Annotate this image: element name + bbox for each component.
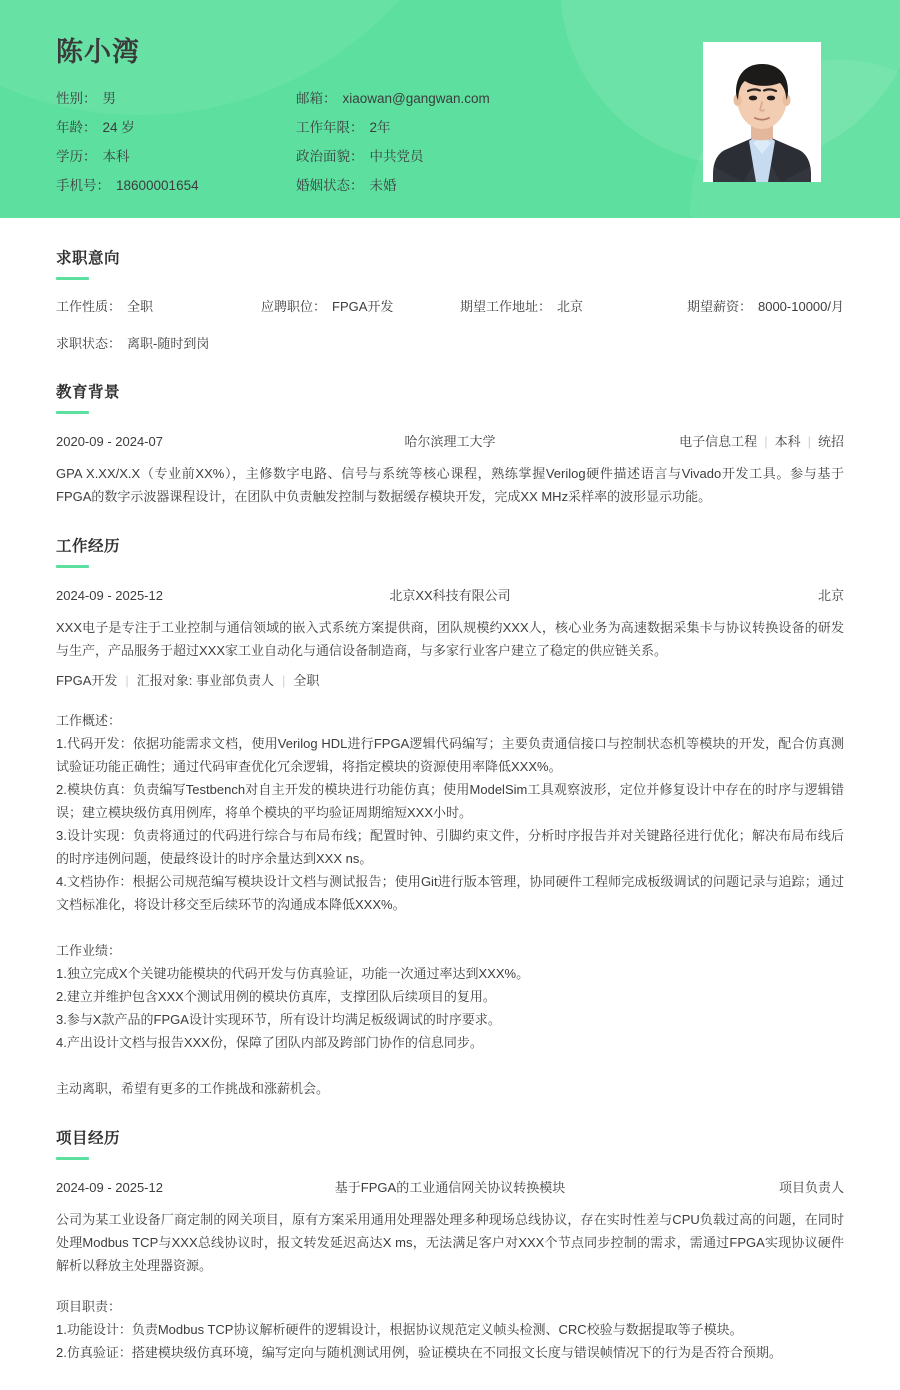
section-education [56,354,844,508]
info-education-value: 本科 [102,149,130,165]
work-tag-role: FPGA开发 [56,673,118,688]
project-duty-item: 2.仿真验证：搭建模块级仿真环境，编写定向与随机测试用例，验证模块在不同报文长度与错误帧情况下的行为是否符合预期。 [56,1345,782,1360]
work-overview-item: 3.设计实现：负责将通过的代码进行综合与布局布线；配置时钟、引脚约束文件，分析时序报告并对关键路径进行优化；解决布局布线后的时序违例问题，使最终设计的时序余量达到XXX ns。 [56,828,844,866]
field-position-value: FPGA开发 [332,299,394,314]
job-intention-row-2 [56,334,844,354]
work-entry-header [56,586,844,605]
work-achievements [56,939,844,1054]
education-admission: 统招 [817,434,844,449]
work-achievement-item: 1.独立完成X个关键功能模块的代码开发与仿真验证，功能一次通过率达到XXX%。 [56,966,530,981]
work-achievement-item: 3.参与X款产品的FPGA设计实现环节，所有设计均满足板级调试的时序要求。 [56,1012,501,1027]
field-position-label: 应聘职位： [261,299,327,314]
field-salary [675,297,844,317]
section-work-experience [56,508,844,1100]
education-degree: 本科 [774,434,801,449]
work-tag-job-type: 全职 [293,673,320,688]
section-title-project-experience: 项目经历 [56,1130,121,1147]
work-achievement-title: 工作业绩： [56,943,122,958]
section-underline [56,1157,89,1160]
section-job-intention [56,218,844,354]
info-marital-status-value: 未婚 [369,178,397,194]
section-project-experience [56,1100,844,1364]
work-achievement-item: 4.产出设计文档与报告XXX份，保障了团队内部及跨部门协作的信息同步。 [56,1035,483,1050]
info-age-value: 24 岁 [102,120,135,136]
info-work-years-value: 2年 [369,120,391,136]
work-tag-report-to: 汇报对象: 事业部负责人 [136,673,275,688]
field-location [460,297,675,317]
field-location-value: 北京 [557,299,584,314]
education-meta [544,432,844,451]
field-salary-value: 8000-10000/月 [757,299,844,314]
portrait-photo-icon [703,42,821,182]
work-overview-title: 工作概述： [56,713,122,728]
info-gender-label: 性别： [56,91,97,107]
section-title-education: 教育背景 [56,384,121,401]
field-job-status-label: 求职状态： [56,336,122,351]
project-duty-title: 项目职责： [56,1299,122,1314]
field-job-type-value: 全职 [127,299,154,314]
work-overview-item: 4.文档协作：根据公司规范编写模块设计文档与测试报告；使用Git进行版本管理，协同硬件工程师完成板级调试的问题记录与追踪；通过文档标准化，将设计移交至后续环节的沟通成本降低XXX%。 [56,874,844,912]
work-overview-item: 1.代码开发：依据功能需求文档，使用Verilog HDL进行FPGA逻辑代码编写；主要负责通信接口与控制状态机等模块的开发，配合仿真测试验证功能正确性；通过代码审查优化冗余逻辑，将指定模块的资源使用率降低XXX%。 [56,736,844,774]
field-salary-label: 期望薪资： [686,299,752,314]
work-date: 2024-09 - 2025-12 [56,588,163,603]
separator-icon: | [282,673,286,688]
project-entry-header [56,1178,844,1197]
education-date: 2020-09 - 2024-07 [56,434,163,449]
section-underline [56,277,89,280]
work-company-intro: XXX电子是专注于工业控制与通信领域的嵌入式系统方案提供商，团队规模约XXX人，核心业务为高速数据采集卡与协议转换设备的研发与生产，产品服务于超过XXX家工业自动化与通信设备制造商，与多家行业客户建立了稳定的供应链关系。 [56,620,844,658]
education-major: 电子信息工程 [679,434,758,449]
candidate-name: 陈小湾 [56,37,140,67]
field-job-status-value: 离职-随时到岗 [127,336,210,351]
work-overview [56,709,844,916]
field-job-status [56,334,209,354]
education-entry-header [56,432,844,451]
info-phone [56,176,296,196]
info-email-label: 邮箱： [296,91,337,107]
info-education-label: 学历： [56,149,97,165]
info-work-years-label: 工作年限： [296,120,364,136]
info-political-status-value: 中共党员 [369,149,424,165]
project-date: 2024-09 - 2025-12 [56,1180,163,1195]
project-background: 公司为某工业设备厂商定制的网关项目，原有方案采用通用处理器处理多种现场总线协议，存在实时性差与CPU负载过高的问题，在同时处理Modbus TCP与XXX总线协议时，报文转发延迟高达X ms，无法满足客户对XXX个节点同步控制的需求，需通过FPGA实现协议硬件解析以释放主处理器资源。 [56,1212,844,1273]
info-phone-value: 18600001654 [116,178,199,194]
work-overview-item: 2.模块仿真：负责编写Testbench对自主开发的模块进行功能仿真；使用ModelSim工具观察波形，定位并修复设计中存在的时序与逻辑错误；建立模块级仿真用例库，将单个模块的平均验证周期缩短XXX小时。 [56,782,844,820]
section-title-job-intention: 求职意向 [56,250,121,267]
info-marital-status-label: 婚姻状态： [296,178,364,194]
info-gender-value: 男 [102,91,116,107]
section-title-work-experience: 工作经历 [56,538,121,555]
info-political-status-label: 政治面貌： [296,149,364,165]
info-email-value: xiaowan@gangwan.com [342,91,490,107]
separator-icon: | [125,673,129,688]
info-phone-label: 手机号： [56,178,110,194]
field-position [261,297,460,317]
work-location: 北京 [817,588,844,603]
work-leaving-note: 主动离职，希望有更多的工作挑战和涨薪机会。 [56,1081,330,1096]
info-education [56,147,296,167]
separator-icon: | [807,434,811,449]
field-location-label: 期望工作地址： [460,299,552,314]
info-age [56,118,296,138]
education-school: 哈尔滨理工大学 [404,434,496,449]
candidate-photo [703,42,821,182]
resume-body [0,218,900,1390]
info-gender [56,89,296,109]
education-description: GPA X.XX/X.X（专业前XX%），主修数字电路、信号与系统等核心课程，熟练掌握Verilog硬件描述语言与Vivado开发工具。参与基于FPGA的数字示波器课程设计，在团队中负责触发控制与数据缓存模块开发，完成XX MHz采样率的波形显示功能。 [56,466,844,504]
section-underline [56,565,89,568]
separator-icon: | [764,434,768,449]
project-name: 基于FPGA的工业通信网关协议转换模块 [334,1180,566,1195]
work-company: 北京XX科技有限公司 [389,588,511,603]
project-duties [56,1295,844,1364]
block-spacer [56,916,844,939]
resume-header [0,0,900,218]
project-duty-item: 1.功能设计：负责Modbus TCP协议解析硬件的逻辑设计，根据协议规范定义帧头检测、CRC校验与数据提取等子模块。 [56,1322,743,1337]
work-tags [56,671,844,691]
field-job-type [56,297,261,317]
project-role: 项目负责人 [778,1180,844,1195]
work-achievement-item: 2.建立并维护包含XXX个测试用例的模块仿真库，支撑团队后续项目的复用。 [56,989,496,1004]
job-intention-row-1 [56,297,844,317]
info-age-label: 年龄： [56,120,97,136]
field-job-type-label: 工作性质： [56,299,122,314]
section-underline [56,411,89,414]
